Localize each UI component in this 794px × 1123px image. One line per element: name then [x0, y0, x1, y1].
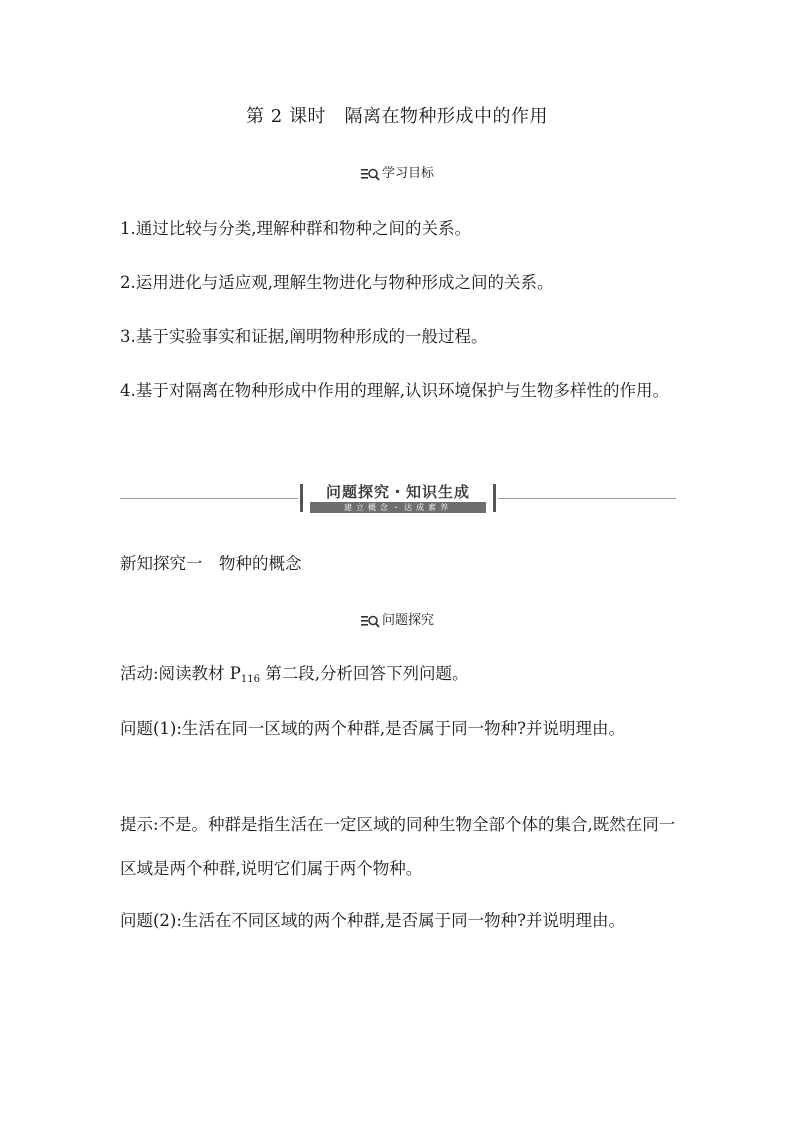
activity-text: 活动:阅读教材 $P_{116}$ 第二段,分析回答下列问题。 [120, 664, 469, 685]
inquiry-label-text: 问题探究 [381, 613, 434, 628]
question-2: 问题(2):生活在不同区域的两个种群,是否属于同一物种?并说明理由。 [120, 911, 626, 930]
goal-item-1: 1.通过比较与分类,理解种群和物种之间的关系。 [120, 219, 471, 238]
hint-1: 提示:不是。种群是指生活在一定区域的同种生物全部个体的集合,既然在同一区域是两个种群,说明它们属于两个物种。 [120, 815, 676, 878]
question-1: 问题(1):生活在同一区域的两个种群,是否属于同一物种?并说明理由。 [120, 719, 626, 738]
page-number-subscript: 116 [240, 674, 260, 685]
banner-line-right [498, 498, 676, 499]
learning-goals-label [0, 165, 794, 183]
goal-item-2: 2.运用进化与适应观,理解生物进化与物种形成之间的关系。 [120, 273, 554, 292]
magnifier-book-icon [360, 614, 380, 628]
banner-subtitle: 建立概念・达成素养 [310, 502, 486, 513]
learning-goals-label-text: 学习目标 [381, 166, 434, 181]
banner-box [300, 482, 496, 514]
section-heading: 新知探究一 物种的概念 [120, 554, 302, 573]
goal-item-4: 4.基于对隔离在物种形成中作用的理解,认识环境保护与生物多样性的作用。 [120, 381, 669, 400]
section-banner [120, 482, 676, 516]
magnifier-book-icon [360, 167, 380, 181]
page-title: 第 2 课时 隔离在物种形成中的作用 [246, 106, 548, 127]
banner-title: 问题探究・知识生成 [325, 483, 470, 501]
banner-line-left [120, 498, 298, 499]
goal-item-3: 3.基于实验事实和证据,阐明物种形成的一般过程。 [120, 327, 488, 346]
inquiry-label [0, 612, 794, 630]
